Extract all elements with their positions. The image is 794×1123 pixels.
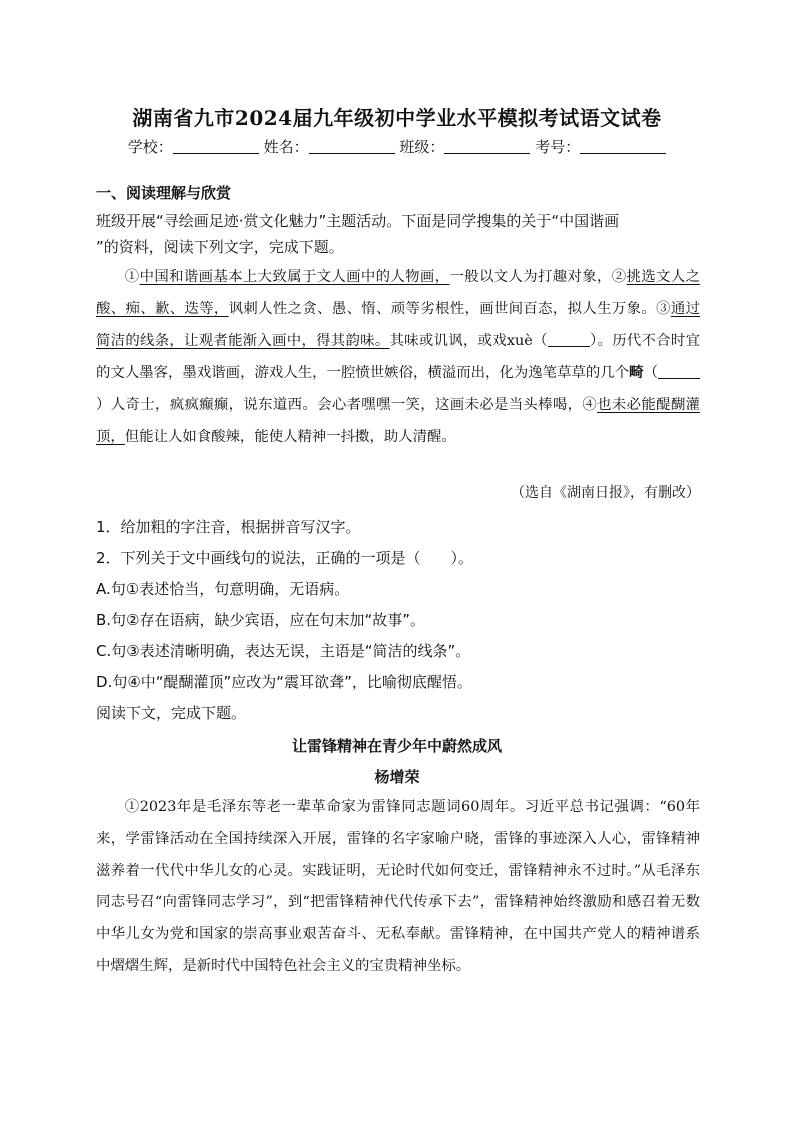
section-intro bbox=[96, 208, 700, 260]
exam-title: 湖南省九市2024届九年级初中学业水平模拟考试语文试卷 bbox=[132, 106, 662, 130]
sentence-2-rest: 讽刺人性之贪、愚、惰、顽等劣根性，画世间百态，拟人生万象。 bbox=[228, 300, 657, 317]
passage-continued-2: 人奇士，疯疯癫癫，说东道西。会心者嘿嘿一笑，这画未必是当头棒喝， bbox=[110, 397, 583, 414]
sentence-1-rest: 一般以文人为打趣对象， bbox=[449, 269, 612, 285]
option-c[interactable]: C.句③表述清晰明确，表达无误，主语是“简洁的线条”。 bbox=[96, 642, 471, 660]
phonetic-answer-blank[interactable] bbox=[658, 364, 700, 379]
sentence-4-rest: 但能让人如食酸辣，能使人精神一抖擞，助人清醒。 bbox=[124, 428, 456, 445]
sentence-4-mark: ④ bbox=[582, 397, 598, 414]
intro-line-2: ”的资料，阅读下列文字，完成下题。 bbox=[96, 238, 344, 256]
option-d[interactable]: D.句④中“醍醐灌顶”应改为“震耳欲聋”，比喻彻底醒悟。 bbox=[96, 673, 472, 691]
article-author: 杨增荣 bbox=[374, 768, 420, 786]
section-heading: 一、阅读理解与欣赏 bbox=[96, 184, 232, 202]
pinyin-answer-blank[interactable] bbox=[548, 332, 590, 347]
sentence-3-mark: ③ bbox=[656, 300, 671, 317]
sentence-3-rest: 其味或讥讽，或戏xuè bbox=[389, 332, 533, 349]
intro-line-1: 班级开展“寻绘画足迹·赏文化魅力”主题活动。下面是同学搜集的关于“中国谐画 bbox=[96, 212, 620, 230]
class-label: 班级： bbox=[399, 138, 445, 156]
question-1: 1．给加粗的字注音，根据拼音写汉字。 bbox=[96, 518, 361, 536]
exam-no-label: 考号： bbox=[535, 138, 581, 156]
read-next-instruction: 阅读下文，完成下题。 bbox=[96, 704, 247, 722]
class-blank[interactable] bbox=[444, 139, 530, 154]
option-a[interactable]: A.句①表述恰当，句意明确，无语病。 bbox=[96, 580, 350, 598]
name-blank[interactable] bbox=[309, 139, 395, 154]
article-title: 让雷锋精神在青少年中蔚然成风 bbox=[291, 737, 502, 755]
sentence-1-mark: ① bbox=[124, 269, 140, 285]
sentence-2-underlined: 挑选文人之酸、痴、歉、迭等， bbox=[96, 269, 700, 317]
exam-no-blank[interactable] bbox=[580, 139, 666, 154]
reading-passage: ①中国和谐画基本上大致属于文人画中的人物画，一般以文人为打趣对象，②挑选文人之酸、痴、歉、迭等，讽刺人性之贪、愚、惰、顽等劣根性，画世间百态，拟人生万象。③通过简洁的线条，让观者能渐入画中，得其韵味。其味或讥讽，或戏xuè（ ）。历代不合时宜的文人墨客，墨戏谐画，游戏人生，一腔愤世嫉俗，横溢而出，化为逸笔草草的几个畸（）人奇士，疯疯癫癫，说东道西。会心者嘿嘿一笑，这画未必是当头棒喝，④也未必能醍醐灌顶，但能让人如食酸辣，能使人精神一抖擞，助人清醒。 bbox=[96, 269, 700, 445]
article-paragraph-1: ①2023年是毛泽东等老一辈革命家为雷锋同志题词60周年。习近平总书记强调：“60年来，学雷锋活动在全国持续深入开展，雷锋的名字家喻户晓，雷锋的事迹深入人心，雷锋精神滋养着一代代中华儿女的心灵。实践证明，无论时代如何变迁，雷锋精神永不过时。”从毛泽东同志号召“向雷锋同志学习”，到“把雷锋精神代代传承下去”，雷锋精神始终激励和感召着无数中华儿女为党和国家的崇高事业艰苦奋斗、无私奉献。雷锋精神，在中国共产党人的精神谱系中熠熠生辉，是新时代中国特色社会主义的宝贵精神坐标。 bbox=[96, 799, 700, 974]
bold-character: 畸 bbox=[629, 364, 644, 382]
passage-source: （选自《湖南日报》，有删改） bbox=[511, 485, 700, 501]
student-info-line bbox=[0, 136, 794, 157]
school-blank[interactable] bbox=[173, 139, 259, 154]
sentence-3-underlined: 通过简洁的线条，让观者能渐入画中，得其韵味。 bbox=[96, 300, 700, 349]
passage-continued: 。历代不合时宜的文人墨客，墨戏谐画，游戏人生，一腔愤世嫉俗，横溢而出，化为逸笔草草的几个 bbox=[96, 332, 700, 382]
sentence-1-underlined: 中国和谐画基本上大致属于文人画中的人物画， bbox=[139, 269, 450, 285]
question-2: 2．下列关于文中画线句的说法，正确的一项是（ ）。 bbox=[96, 549, 474, 567]
name-label: 姓名： bbox=[263, 138, 309, 156]
school-label: 学校： bbox=[127, 138, 173, 156]
sentence-4-underlined: 也未必能醍醐灌顶， bbox=[96, 397, 700, 445]
sentence-2-mark: ② bbox=[611, 269, 627, 285]
option-b[interactable]: B.句②存在语病，缺少宾语，应在句末加“故事”。 bbox=[96, 611, 426, 629]
